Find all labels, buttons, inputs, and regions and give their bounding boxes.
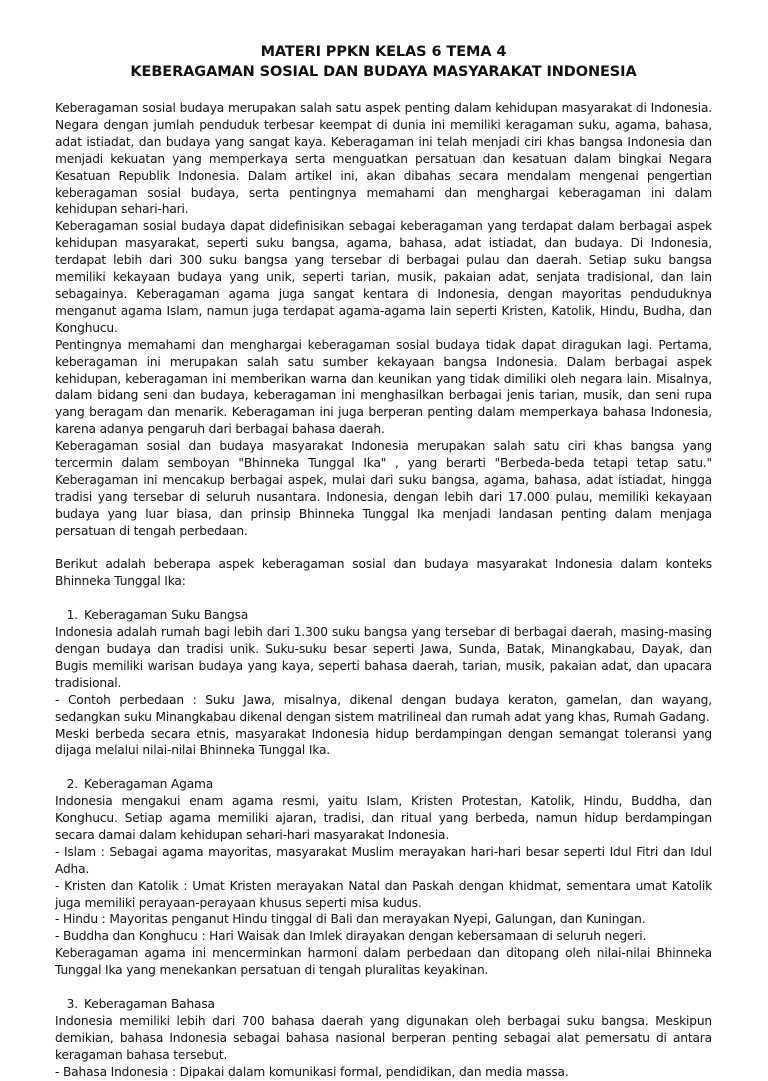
section-heading-suku-bangsa: 1. Keberagaman Suku Bangsa: [66, 608, 249, 623]
section-heading-agama: 2. Keberagaman Agama: [66, 777, 214, 792]
intro-paragraph: Berikut adalah beberapa aspek keberagaman sosial dan budaya masyarakat Indonesia dalam konteks Bhinneka Tunggal Ika:: [55, 557, 712, 589]
document-body: [55, 100, 712, 1081]
title-line-1: MATERI PPKN KELAS 6 TEMA 4: [260, 44, 507, 60]
bullet-item: - Contoh perbedaan : Suku Jawa, misalnya, dikenal dengan budaya keraton, gamelan, dan wayang, sedangkan suku Minangkabau dikenal dengan sistem matrilineal dan rumah adat yang khas, Rumah Gadang.: [55, 692, 712, 724]
bullet-item: - Islam : Sebagai agama mayoritas, masyarakat Muslim merayakan hari-hari besar seperti Idul Fitri dan Idul Adha.: [55, 844, 712, 876]
bullet-item: - Hindu : Mayoritas penganut Hindu tinggal di Bali dan merayakan Nyepi, Galungan, dan Kuningan.: [55, 912, 646, 927]
section-paragraph: Indonesia adalah rumah bagi lebih dari 1.300 suku bangsa yang tersebar di berbagai daerah, masing-masing dengan budaya dan tradisi unik. Suku-suku besar seperti Jawa, Sunda, Batak, Minangkabau, Dayak, dan Bugis memiliki warisan budaya yang kaya, seperti bahasa daerah, tarian, musik, pakaian adat, dan upacara tradisional.: [55, 625, 712, 690]
bullet-item: - Buddha dan Konghucu : Hari Waisak dan Imlek dirayakan dengan kebersamaan di seluruh negeri.: [55, 929, 647, 944]
document-title: [55, 42, 712, 82]
paragraph: Keberagaman sosial budaya dapat didefinisikan sebagai keberagaman yang terdapat dalam berbagai aspek kehidupan masyarakat, seperti suku bangsa, agama, bahasa, adat istiadat, dan budaya. Di Indonesia, terdapat lebih dari 300 suku bangsa yang tersebar di berbagai pulau dan daerah. Setiap suku bangsa memiliki kekayaan budaya yang unik, seperti tarian, musik, pakaian adat, senjata tradisional, dan lain sebagainya. Keberagaman agama juga sangat kentara di Indonesia, dengan mayoritas penduduknya menganut agama Islam, namun juga terdapat agama-agama lain seperti Kristen, Katolik, Hindu, Budha, dan Konghucu.: [55, 219, 712, 335]
section-paragraph: Indonesia mengakui enam agama resmi, yaitu Islam, Kristen Protestan, Katolik, Hindu, Buddha, dan Konghucu. Setiap agama memiliki ajaran, tradisi, dan ritual yang berbeda, namun hidup berdampingan secara damai dalam kehidupan sehari-hari masyarakat Indonesia.: [55, 794, 712, 842]
bullet-item: - Bahasa Indonesia : Dipakai dalam komunikasi formal, pendidikan, dan media massa.: [55, 1064, 569, 1079]
bullet-item: - Kristen dan Katolik : Umat Kristen merayakan Natal dan Paskah dengan khidmat, sementara umat Katolik juga memiliki perayaan-perayaan khusus seperti misa kudus.: [55, 878, 712, 910]
section-paragraph: Meski berbeda secara etnis, masyarakat Indonesia hidup berdampingan dengan semangat toleransi yang dijaga melalui nilai-nilai Bhinneka Tunggal Ika.: [55, 726, 712, 758]
paragraph: Keberagaman sosial dan budaya masyarakat Indonesia merupakan salah satu ciri khas bangsa yang tercermin dalam semboyan "Bhinneka Tunggal Ika" , yang berarti "Berbeda-beda tetapi tetap satu." Keberagaman ini mencakup berbagai aspek, mulai dari suku bangsa, agama, bahasa, adat istiadat, hingga tradisi yang tersebar di seluruh nusantara. Indonesia, dengan lebih dari 17.000 pulau, memiliki kekayaan budaya yang luar biasa, dan prinsip Bhinneka Tunggal Ika menjadi landasan penting dalam menjaga persatuan di tengah perbedaan.: [55, 439, 712, 538]
title-line-2: KEBERAGAMAN SOSIAL DAN BUDAYA MASYARAKAT INDONESIA: [130, 64, 637, 80]
paragraph: Keberagaman sosial budaya merupakan salah satu aspek penting dalam kehidupan masyarakat di Indonesia. Negara dengan jumlah penduduk terbesar keempat di dunia ini memiliki keragaman suku, agama, bahasa, adat istiadat, dan budaya yang sangat kaya. Keberagaman ini telah menjadi ciri khas bangsa Indonesia dan menjadi kekuatan yang memperkaya serta menguatkan persatuan dan kesatuan dalam bingkai Negara Kesatuan Republik Indonesia. Dalam artikel ini, akan dibahas secara mendalam mengenai pengertian keberagaman sosial budaya, serta pentingnya memahami dan menghargai keberagaman ini dalam kehidupan sehari-hari.: [55, 101, 712, 217]
section-paragraph: Keberagaman agama ini mencerminkan harmoni dalam perbedaan dan ditopang oleh nilai-nilai Bhinneka Tunggal Ika yang menekankan persatuan di tengah pluralitas keyakinan.: [55, 946, 712, 978]
section-paragraph: Indonesia memiliki lebih dari 700 bahasa daerah yang digunakan oleh berbagai suku bangsa. Meskipun demikian, bahasa Indonesia sebagai bahasa nasional berperan penting sebagai alat pemersatu di antara keragaman bahasa tersebut.: [55, 1013, 712, 1062]
paragraph: Pentingnya memahami dan menghargai keberagaman sosial budaya tidak dapat diragukan lagi. Pertama, keberagaman ini merupakan salah satu sumber kekayaan bangsa Indonesia. Dalam berbagai aspek kehidupan, keberagaman ini memberikan warna dan keunikan yang tidak dimiliki oleh negara lain. Misalnya, dalam bidang seni dan budaya, keberagaman ini menghasilkan berbagai jenis tarian, musik, dan seni rupa yang beragam dan menarik. Keberagaman ini juga berperan penting dalam memperkaya bahasa Indonesia, karena adanya pengaruh dari berbagai bahasa daerah.: [55, 337, 712, 437]
section-heading-bahasa: 3. Keberagaman Bahasa: [66, 996, 215, 1011]
